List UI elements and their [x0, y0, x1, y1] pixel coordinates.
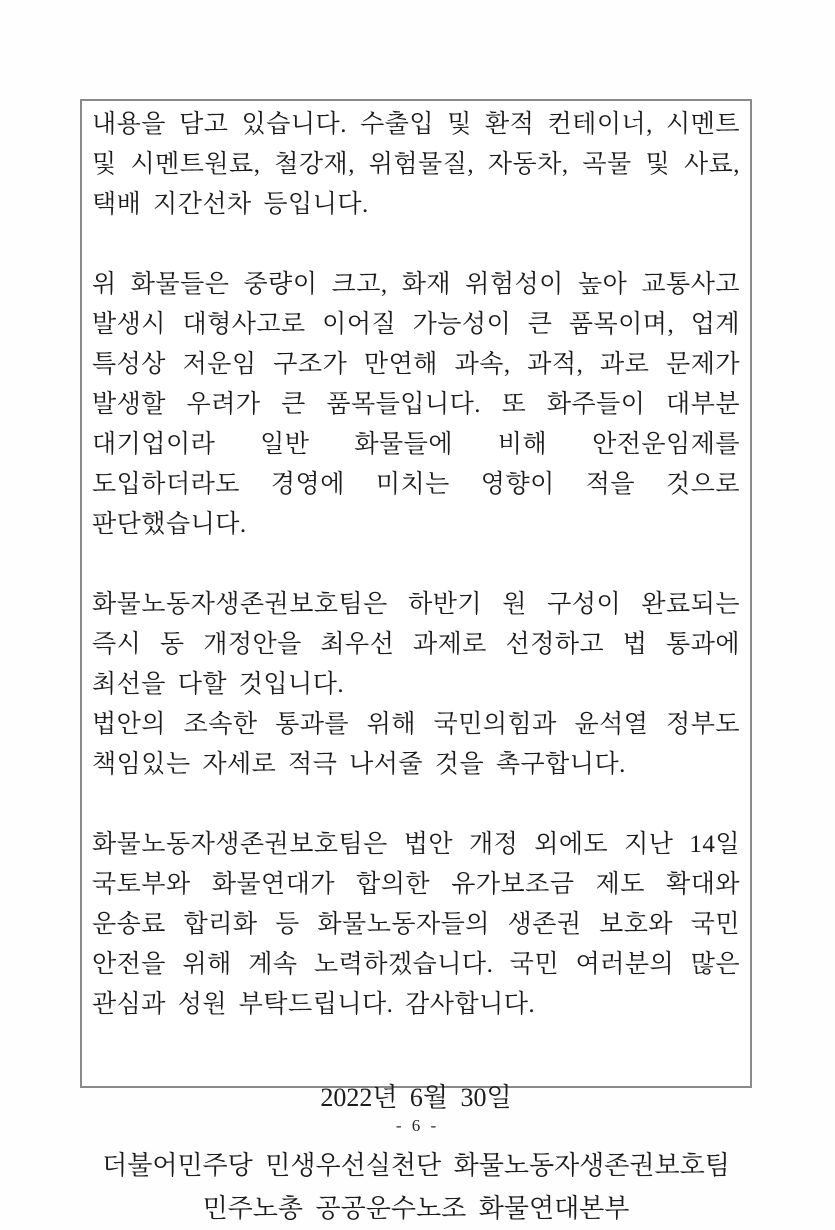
signature-block	[92, 1144, 740, 1230]
paragraph-priority-plan: 화물노동자생존권보호팀은 하반기 원 구성이 완료되는 즉시 동 개정안을 최우선 과제로 선정하고 법 통과에 최선을 다할 것입니다.	[92, 591, 740, 698]
paragraph-risk-description: 위 화물들은 중량이 크고, 화재 위험성이 높아 교통사고 발생시 대형사고로 이어질 가능성이 큰 품목이며, 업계 특성상 저운임 구조가 만연해 과속, 과적, 과로 문제가 발생할 우려가 큰 품목들입니다. 또 화주들이 대부분 대기업이라 일반 화물들에 비해 안전운임제를 도입하더라도 경영에 미치는 영향이 적을 것으로 판단했습니다.	[92, 271, 740, 538]
signature-kctu-cargo-division: 민주노총 공공운수노조 화물연대본부	[202, 1194, 630, 1223]
paragraph-call-to-action: 법안의 조속한 통과를 위해 국민의힘과 윤석열 정부도 책임있는 자세로 적극 나서줄 것을 촉구합니다.	[92, 711, 740, 778]
signature-democratic-party-team: 더불어민주당 민생우선실천단 화물노동자생존권보호팀	[102, 1151, 730, 1180]
paragraph-cargo-items: 내용을 담고 있습니다. 수출입 및 환적 컨테이너, 시멘트 및 시멘트원료, 철강재, 위험물질, 자동차, 곡물 및 사료, 택배 지간선차 등입니다.	[92, 111, 740, 218]
document-border-box	[80, 99, 752, 1223]
paragraph-closing: 화물노동자생존권보호팀은 법안 개정 외에도 지난 14일 국토부와 화물연대가 합의한 유가보조금 제도 확대와 운송료 합리화 등 화물노동자들의 생존권 보호와 국민 안전을 위해 계속 노력하겠습니다. 국민 여러분의 많은 관심과 성원 부탁드립니다. 감사합니다.	[92, 831, 740, 1018]
date-line: 2022년 6월 30일	[320, 1083, 512, 1112]
page-number: - 6 -	[395, 1116, 440, 1135]
